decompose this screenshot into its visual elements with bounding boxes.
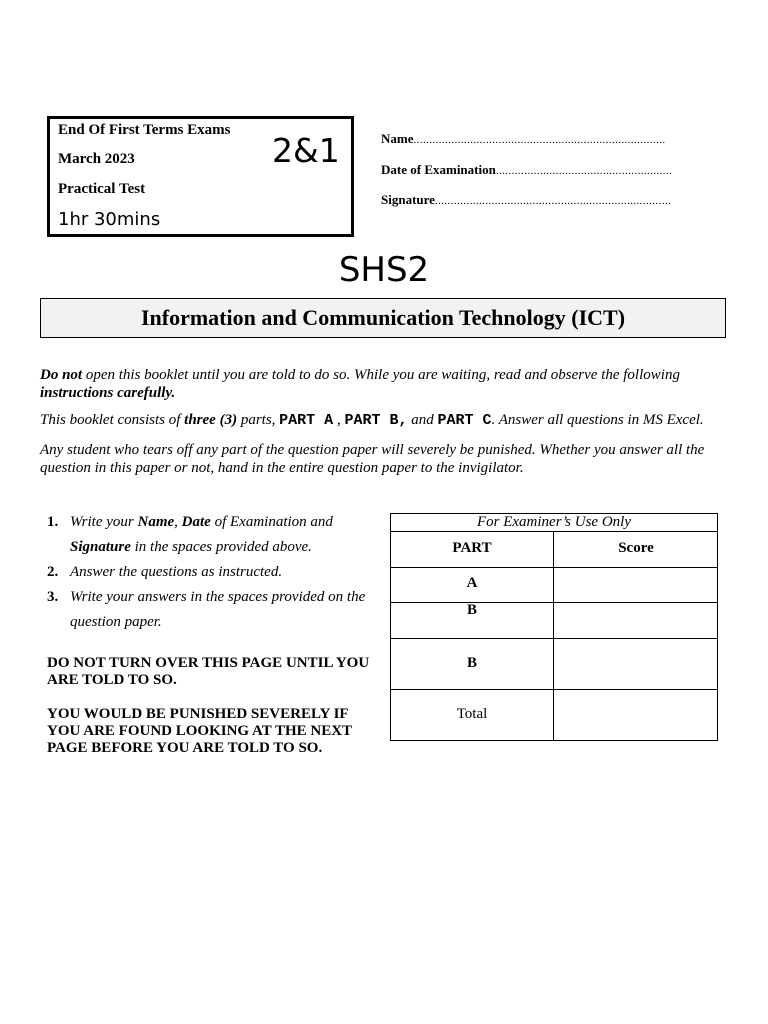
separator-1: , [333,412,345,428]
intro-text-1: open this booklet until you are told to do so. While you are waiting, read and observe the following [82,367,680,383]
class-code: 2&1 [272,131,340,170]
date-field[interactable] [381,162,672,178]
instruction-item [47,510,367,560]
instruction-bold-date: Date [181,514,211,530]
name-label: Name [381,131,414,146]
score-cell-b-2[interactable] [554,639,718,689]
instruction-bold-signature: Signature [70,539,131,555]
exam-title: End Of First Terms Exams [58,122,231,138]
row-part-b-2: B [466,655,477,671]
instruction-list [47,510,367,635]
intro-paragraph-1 [40,366,735,402]
header-score: Score [618,540,654,556]
instruction-text: Write your [70,514,138,530]
three-parts-text: three (3) [184,412,238,428]
row-part-b: B [466,602,477,618]
instruction-number: 1. [47,514,59,530]
warning-do-not-turn: DO NOT TURN OVER THIS PAGE UNTIL YOU ARE TOLD TO SO. [47,655,370,688]
instruction-text: Answer the questions as instructed. [70,564,283,580]
score-cell-total[interactable] [554,690,718,740]
instruction-text: in the spaces provided above. [130,539,312,555]
class-level: SHS2 [338,250,430,290]
do-not-text: Do not [40,367,83,383]
exam-info-box [47,116,354,237]
intro-text-2c: . Answer all questions in MS Excel. [491,412,704,428]
instruction-number: 3. [47,589,59,605]
signature-label: Signature [381,192,435,207]
intro-paragraph-3: Any student who tears off any part of the question paper will severely be punished. Whether you answer all the question in this paper or not, hand in the entire question paper to the invigilator. [40,442,705,476]
subject-title: Information and Communication Technology (ICT) [40,298,726,338]
part-c-label: PART C [437,412,492,429]
header-part: PART [452,540,492,556]
signature-dots: ........................................................................... [434,195,672,207]
instruction-item [47,585,367,635]
instruction-text: of Examination and [210,514,333,530]
signature-field[interactable] [381,192,671,208]
instruction-item [47,560,367,585]
date-label: Date of Examination [381,162,496,177]
row-part-a: A [466,575,478,591]
part-a-label: PART A [279,412,334,429]
intro-paragraph-2 [40,411,735,430]
separator-2: and [407,412,438,428]
warning-punishment: YOU WOULD BE PUNISHED SEVERELY IF YOU ARE FOUND LOOKING AT THE NEXT PAGE BEFORE YOU ARE TOLD TO SO. [47,706,352,756]
score-cell-a[interactable] [554,568,718,602]
score-cell-b[interactable] [554,603,718,638]
name-dots: ................................................................................ [413,134,666,146]
examiner-table-caption: For Examiner’s Use Only [391,514,717,532]
instruction-number: 2. [47,564,59,580]
intro-text-2b: parts, [237,412,280,428]
instruction-bold-name: Name [137,514,175,530]
intro-text-2a: This booklet consists of [40,412,185,428]
examiner-table [390,513,718,741]
exam-duration: 1hr 30mins [58,209,161,230]
date-dots: ........................................................ [495,165,673,177]
instructions-carefully-text: instructions carefully. [40,385,176,401]
exam-type: Practical Test [58,181,146,197]
name-field[interactable] [381,131,666,147]
row-total: Total [456,706,488,722]
part-b-label: PART B, [344,412,408,429]
exam-date: March 2023 [58,151,135,167]
instruction-text: Write your answers in the spaces provided on the question paper. [70,589,366,630]
instruction-text: , [174,514,182,530]
